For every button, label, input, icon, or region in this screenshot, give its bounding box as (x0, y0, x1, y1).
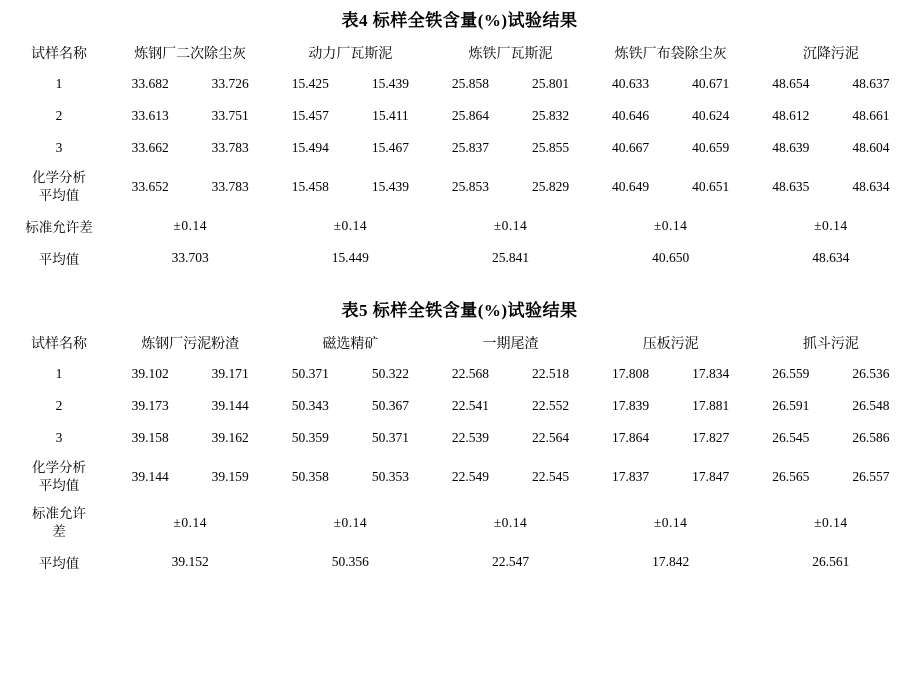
table-row (8, 422, 911, 454)
table-title-5: 表5 标样全铁含量(%)试验结果 (341, 301, 578, 320)
row-label: 3 (55, 140, 63, 155)
tolerance-value: ±0.14 (173, 515, 207, 530)
row-label: 1 (55, 76, 63, 91)
cell: 33.682 (131, 76, 169, 91)
table-row-tolerance (8, 500, 911, 546)
cell: 48.637 (852, 76, 890, 91)
cell: 48.612 (772, 108, 810, 123)
cell: 17.808 (612, 366, 650, 381)
row-label-line-1: 标准允许 (32, 505, 87, 521)
cell: 22.518 (531, 366, 570, 381)
cell: 48.604 (852, 140, 890, 155)
row-label-line-2: 差 (52, 524, 66, 539)
tolerance-value: ±0.14 (814, 515, 848, 530)
mean-value: 26.561 (812, 554, 850, 569)
table-block-4 (8, 0, 911, 274)
column-header-group-5: 沉降污泥 (802, 47, 859, 62)
cell: 15.457 (291, 108, 329, 123)
mean-value: 22.547 (491, 554, 530, 569)
results-table-4 (8, 38, 911, 274)
cell: 39.144 (131, 469, 169, 484)
row-label-line-1: 化学分析 (32, 459, 87, 475)
cell: 22.541 (451, 398, 490, 413)
row-label-line-1: 化学分析 (32, 169, 87, 185)
cell: 40.624 (692, 108, 730, 123)
cell: 40.633 (612, 76, 650, 91)
table-row-chemical-average (8, 454, 911, 500)
row-label-line-2: 平均值 (38, 478, 80, 493)
table-title-4: 表4 标样全铁含量(%)试验结果 (341, 11, 578, 30)
table-row (8, 132, 911, 164)
column-header-group-3: 一期尾渣 (482, 337, 539, 352)
cell: 22.539 (451, 430, 490, 445)
table-row (8, 390, 911, 422)
row-label-mean: 平均值 (38, 556, 80, 571)
cell: 25.832 (531, 108, 570, 123)
results-table-5 (8, 328, 911, 578)
cell: 39.158 (131, 430, 169, 445)
cell: 50.371 (291, 366, 329, 381)
cell: 50.371 (371, 430, 409, 445)
cell: 50.367 (371, 398, 409, 413)
tolerance-value: ±0.14 (333, 218, 368, 233)
cell: 26.548 (852, 398, 890, 413)
cell: 26.586 (852, 430, 890, 445)
tolerance-value: ±0.14 (493, 218, 528, 233)
cell: 40.646 (612, 108, 650, 123)
mean-value: 48.634 (812, 250, 850, 265)
table-row-mean (8, 242, 911, 274)
cell: 33.783 (211, 140, 249, 155)
row-label-tolerance: 标准允许差 (25, 220, 93, 235)
cell: 33.652 (131, 179, 169, 194)
tolerance-value: ±0.14 (333, 515, 368, 530)
cell: 15.411 (372, 108, 409, 123)
cell: 25.853 (451, 179, 490, 194)
cell: 15.439 (371, 179, 409, 194)
tolerance-value: ±0.14 (814, 218, 848, 233)
column-header-group-4: 炼铁厂布袋除尘灰 (614, 47, 727, 62)
table-row-mean (8, 546, 911, 578)
row-label-chemical-average (8, 454, 110, 500)
cell: 40.667 (612, 140, 650, 155)
mean-value: 39.152 (171, 554, 209, 569)
row-label-mean: 平均值 (38, 252, 80, 267)
cell: 39.171 (211, 366, 249, 381)
mean-value: 50.356 (331, 554, 369, 569)
cell: 26.545 (772, 430, 810, 445)
cell: 26.591 (772, 398, 810, 413)
tolerance-value: ±0.14 (493, 515, 528, 530)
mean-value: 25.841 (491, 250, 530, 265)
cell: 17.837 (612, 469, 650, 484)
table-gap (8, 274, 911, 290)
cell: 26.565 (772, 469, 810, 484)
column-header-group-2: 动力厂瓦斯泥 (308, 47, 393, 62)
cell: 33.751 (211, 108, 249, 123)
mean-value: 40.650 (652, 250, 690, 265)
mean-value: 15.449 (331, 250, 369, 265)
cell: 15.425 (291, 76, 329, 91)
table-row-chemical-average (8, 164, 911, 210)
cell: 48.635 (772, 179, 810, 194)
cell: 48.654 (772, 76, 810, 91)
cell: 22.549 (451, 469, 490, 484)
cell: 22.564 (531, 430, 570, 445)
cell: 17.827 (692, 430, 730, 445)
cell: 40.651 (692, 179, 730, 194)
column-header-group-1: 炼钢厂二次除尘灰 (134, 47, 247, 62)
row-label: 2 (55, 398, 63, 413)
column-header-group-2: 磁选精矿 (322, 337, 379, 352)
row-label-line-2: 平均值 (38, 188, 80, 203)
cell: 25.864 (451, 108, 490, 123)
table-header-row (8, 328, 911, 358)
cell: 40.659 (692, 140, 730, 155)
mean-value: 33.703 (171, 250, 209, 265)
tolerance-value: ±0.14 (653, 515, 688, 530)
cell: 22.552 (531, 398, 570, 413)
cell: 33.783 (211, 179, 249, 194)
cell: 48.634 (852, 179, 890, 194)
table-row (8, 68, 911, 100)
table-block-5 (8, 290, 911, 578)
mean-value: 17.842 (652, 554, 690, 569)
cell: 15.439 (371, 76, 409, 91)
cell: 50.359 (291, 430, 329, 445)
cell: 25.855 (531, 140, 570, 155)
cell: 40.649 (612, 179, 650, 194)
row-label-chemical-average (8, 164, 110, 210)
cell: 33.726 (211, 76, 249, 91)
cell: 39.173 (131, 398, 169, 413)
tolerance-value: ±0.14 (173, 218, 207, 233)
cell: 17.834 (692, 366, 730, 381)
cell: 39.159 (211, 469, 249, 484)
column-header-group-3: 炼铁厂瓦斯泥 (468, 47, 553, 62)
cell: 39.162 (211, 430, 249, 445)
cell: 39.144 (211, 398, 249, 413)
tolerance-value: ±0.14 (653, 218, 688, 233)
table-row-tolerance (8, 210, 911, 242)
cell: 17.864 (612, 430, 650, 445)
row-label: 1 (55, 366, 63, 381)
cell: 50.343 (291, 398, 329, 413)
cell: 25.801 (531, 76, 570, 91)
table-header-row (8, 38, 911, 68)
cell: 50.353 (371, 469, 409, 484)
cell: 50.358 (291, 469, 329, 484)
cell: 17.847 (692, 469, 730, 484)
cell: 50.322 (371, 366, 409, 381)
cell: 48.661 (852, 108, 890, 123)
cell: 25.858 (451, 76, 490, 91)
column-header-sample-name: 试样名称 (31, 337, 88, 352)
cell: 15.458 (291, 179, 329, 194)
row-label: 2 (55, 108, 63, 123)
column-header-group-4: 压板污泥 (642, 337, 699, 352)
cell: 17.881 (692, 398, 730, 413)
column-header-group-1: 炼钢厂污泥粉渣 (141, 337, 240, 352)
cell: 15.494 (291, 140, 329, 155)
cell: 39.102 (131, 366, 169, 381)
cell: 22.545 (531, 469, 570, 484)
cell: 26.536 (852, 366, 890, 381)
cell: 33.613 (131, 108, 169, 123)
cell: 40.671 (692, 76, 730, 91)
column-header-sample-name: 试样名称 (31, 47, 88, 62)
column-header-group-5: 抓斗污泥 (802, 337, 859, 352)
table-row (8, 100, 911, 132)
cell: 48.639 (772, 140, 810, 155)
cell: 25.829 (531, 179, 570, 194)
cell: 26.559 (772, 366, 810, 381)
cell: 15.467 (371, 140, 409, 155)
table-row (8, 358, 911, 390)
cell: 26.557 (852, 469, 890, 484)
row-label: 3 (55, 430, 63, 445)
cell: 25.837 (451, 140, 490, 155)
row-label-tolerance (8, 500, 110, 546)
cell: 22.568 (451, 366, 490, 381)
cell: 33.662 (131, 140, 169, 155)
cell: 17.839 (612, 398, 650, 413)
